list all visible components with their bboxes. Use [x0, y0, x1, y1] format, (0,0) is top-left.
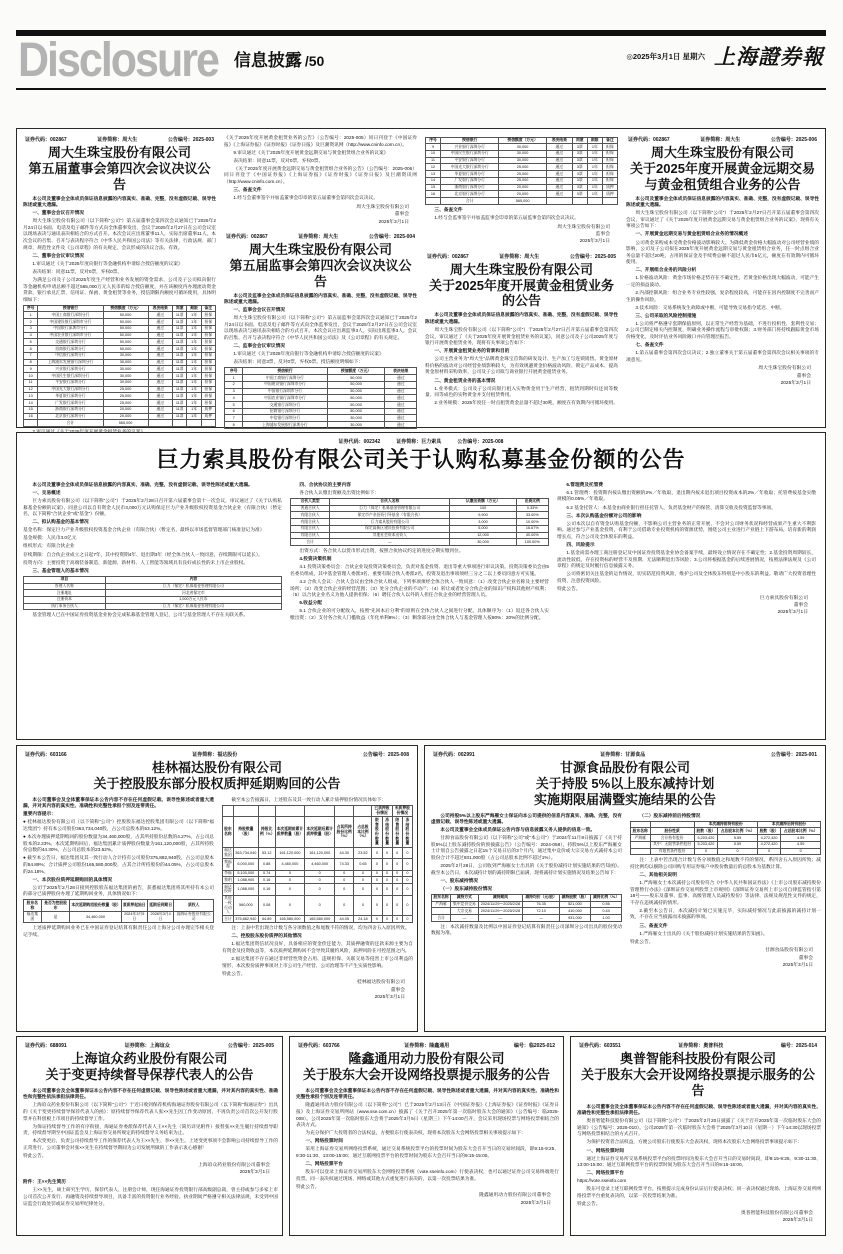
body-paragraph: 为充分保护广大投资者的合法权益，方便股东行使表决权，现将本次股东大会网络投票相关事项提示如下：: [305, 1130, 526, 1136]
body-paragraph: 截至本公告披露日，上述股东及其一致行动人累计质押股份情况具体如下：: [231, 796, 387, 802]
masthead-right: [626, 41, 824, 84]
body-paragraph: 奥普智能科技股份有限公司（以下简称“公司”）于2025年2月20日披露了《关于召开2025年第一次临时股东大会的通知》（公告编号：2025-010）。公司2025年第一次临时股东大会将于2025年3月10日（星期一）下午14:30以现场投票与网络投票相结合的方式召开。: [577, 1118, 821, 1137]
body-paragraph: 本公司及监事会全体成员保证信息披露的内容真实、准确、完整，没有虚假记载、误导性陈述或重大遗漏。: [224, 292, 417, 305]
body-paragraph: 4.2 合伙人会议：合伙人会议由全体合伙人组成，下列事项须经全体合伙人一致同意：（1）改变合伙企业名称及主要经营场所；（2）改变合伙企业的经营范围；（3）处分合伙企业的不动产；（4）转让或者处分合伙企业的知识产权和其他财产权利；（5）以合伙企业名义为他人提供担保；（6）聘任合伙人以外的人担任合伙企业的经营管理人员。: [290, 578, 549, 598]
masthead: [16, 30, 826, 90]
data-table: 项目 内容 管理人名称 巨力（保定）私募基金管理有限公司 注册地址 河北省保定市 注册资本 1,000万元人民币 执行事务合伙人 巨力（保定）私募基金管理有限公司: [23, 576, 282, 611]
body-paragraph: 本公司董事会及全体董事保证本公告内容不存在任何虚假记载、误导性陈述或者重大遗漏，并对其内容的真实性、准确性和完整性承担个别及连带责任。: [296, 1087, 559, 1100]
section-heading: 一、监事会会议召开情况: [233, 307, 285, 313]
spacer: [224, 229, 417, 232]
text-column: [630, 813, 821, 1027]
announcement-code-line: 证券代码：603166 证券简称：福达股份 公告编号：2025-008: [25, 752, 409, 758]
announcement-title: 隆鑫通用动力股份有限公司 关于股东大会开设网络投票提示服务的公告: [302, 1051, 550, 1082]
body-paragraph: 重要内容提示：: [23, 811, 56, 817]
announcement-code-line: 证券代码：603766 证券简称：隆鑫通用 编号：临2025-012: [298, 1043, 555, 1049]
section-heading: 一、董事会会议召开情况: [32, 210, 84, 216]
signature-block: 周大生珠宝股份有限公司 监事会 2025年3月1日: [557, 224, 610, 245]
body-paragraph: 基金名称：保定巨力产业升级股权投资基金合伙企业（有限合伙）（暂定名，最终以市场监督管理部门核准登记为准）: [23, 527, 265, 533]
body-paragraph: 组织形式：有限合伙企业: [23, 543, 75, 549]
announcement-code-line: 证券代码：002867 证券简称：周大生 公告编号：2025-004: [226, 233, 415, 240]
body-paragraph: 采用上海证券交易所网络投票系统，通过交易系统投票平台的投票时间为股东大会召开当日的交易时间段，即9:15-9:25、9:30-11:30、13:00-15:00；通过互联网投票平台的投票时间为股东大会召开当日的9:15-15:00。: [296, 1146, 559, 1158]
data-table: 序号 授信银行 授信额度（万元） 表决结果 同意 期限 备注 1 中国工商银行深圳分行 50,000 通过 11票 1年 担保 2 中国建设银行深圳市分行 50,000 通过 11票 1年 担保 3 中国银行深圳市分行 50,000 通过 11票 1年 担保 4 中国农业银行深圳市分行 50,000 通过 11票 1年 担保 5 交通银行深圳分行 50,000 通过 11票 1年 担保 6 招商银行深圳分行 50,000 通过 11票 1年 担保 7 中信银行深圳分行 30,000 通过 11票 1年 担保 8 上海浦东发展银行深圳分行 30,000 通过 11票 1年 担保 9 兴业银行深圳分行 30,000 通过 11票 1年 担保 10 中国民生银行深圳分行 30,000 通过 11票 1年 担保 11 平安银行深圳分行 30,000 通过 11票 1年 担保 12 中国光大银行深圳分行 25,000 通过 11票 1年 担保 13 华夏银行深圳分行 25,000 通过 11票 1年 担保 14 广发银行深圳分行 25,000 通过 11票 1年 担保 15 浙商银行深圳分行 20,000 通过 11票 1年 质押 16 北京银行深圳分行 20,000 通过 11票 1年 质押 合计 565,000: [23, 305, 216, 427]
signature-block: 巨力索具股份有限公司 董事会 2025年3月1日: [760, 595, 808, 616]
text-column: [23, 1088, 278, 1231]
body-paragraph: ● 本次办理质押延期购回的股份数量为34,460,000股，占其所持股份总数的4.27%，占公司总股本的2.23%。本次延期购回后，福达集团累计质押股份数量为161,120,000股，占其所持股份总数的44.30%，占公司总股本的23.52%。: [23, 834, 214, 853]
body-paragraph: ● 截至本公告日，福达集团及其一致行动人合计持有公司股份375,882,940股，占公司总股本的54.89%；合计质押公司股份165,580,000股，占其合计所持股份的44.05%，占公司总股本的24.18%。: [23, 855, 214, 874]
body-paragraph: 2.截至本公告日，本次减持计划已实施完毕，实际减持情况与此前披露的减持计划一致，不存在应当披露而未披露的事项。: [630, 907, 821, 920]
announcement-code-line: 证券代码：603551 证券简称：奥普科技 编号：2025-014: [579, 1043, 817, 1049]
page-number: /50: [304, 53, 325, 69]
body-paragraph: 1.公司将严格遵守套期保值原则，以正常生产经营为基础，不进行投机性、套利性交易；2.公司已制定相关内控制度，明确业务操作流程与审批权限；3.财务部门将持续跟踪黄金市场价格变化，及时评估业务风险敞口并向管理层报告。: [626, 320, 819, 340]
announcement-title: 周大生珠宝股份有限公司 关于2025年度开展黄金远期交易 与黄金租赁组合业务的公告: [630, 145, 815, 192]
announcement-banner: [23, 1041, 276, 1086]
body-paragraph: 公司持股5%以上股东严海雁女士保证向本公司提供的信息内容真实、准确、完整，没有虚假记载、误导性陈述或重大遗漏。: [431, 812, 622, 825]
section-heading: 一、开展黄金租赁业务的背景和目的: [434, 348, 510, 354]
section-heading: 二、黄金租赁业务的基本情况: [434, 377, 496, 383]
section-heading: 二、拟认购基金的基本情况: [32, 519, 89, 525]
body-paragraph: 本公司董事会及全体董事保证本公告内容不存在任何虚假记载、误导性陈述或者重大遗漏，并对其内容的真实性、准确性和完整性承担个别及连带责任。: [23, 796, 214, 809]
text-column: [23, 797, 214, 1027]
data-table: 序号 授信银行 授信额度（万元） 表决结果 1 中国工商银行深圳分行 50,000 通过 2 中国建设银行深圳市分行 50,000 通过 3 中国银行深圳市分行 50,000 通过 4 中国农业银行深圳市分行 50,000 通过 5 交通银行深圳分行 50,000 通过 6 招商银行深圳分行 50,000 通过 7 中信银行深圳分行 30,000 通过 8 上海浦东发展银行深圳分行 30,000 通过: [224, 367, 417, 429]
signature-block: 周大生珠宝股份有限公司 董事会 2025年3月1日: [356, 204, 409, 225]
announcement-code-line: 证券代码：002991 证券简称：甘源食品 公告编号：2025-001: [433, 752, 817, 758]
announcement-banner: [23, 750, 411, 795]
body-paragraph: 特此公告。: [222, 970, 246, 976]
announcement-box-aopu: [570, 1036, 826, 1236]
announcement-code-line: 证券代码：002867 证券简称：周大生 公告编号：2025-006: [628, 137, 817, 143]
section-heading: 二、网络投票平台: [586, 1170, 624, 1176]
data-table: 股东名称 是否为控股股东 本次延期购回股份数量（股） 原质押起始日 延期后到期日 质权人 福达集团 是 34,460,000 2024年3月5日 2026年3月4日 国海证券股份有限公司: [23, 899, 214, 923]
signature-block: 奥普智能科技股份有限公司董事会 2025年3月1日: [741, 1210, 813, 1224]
announcement-box-yizhong: [16, 1036, 283, 1236]
section-heading: 三、本次认购基金份额对公司的影响: [566, 512, 642, 518]
announcement-banner: [23, 437, 819, 480]
body-paragraph: 周大生珠宝股份有限公司（以下简称“公司”）于2025年2月27日召开第五届董事会第四次会议，审议通过了《关于2025年度开展黄金租赁业务的议案》，同意公司及子公司2025年度与银行开展黄金租赁业务，现将有关事项公告如下：: [425, 327, 618, 346]
body-paragraph: 周大生珠宝股份有限公司（以下简称“公司”）于2025年2月27日召开第五届董事会第四次会议，审议通过了《关于2025年度开展黄金远期交易与黄金租赁组合业务的议案》，现将有关事项公告如下：: [626, 210, 819, 229]
body-paragraph: 基金管理人已在中国证券投资基金业协会完成私募基金管理人登记，公司与基金管理人不存在关联关系。: [32, 612, 249, 618]
announcement-title: 上海谊众药业股份有限公司 关于变更持续督导保荐代表人的公告: [45, 1051, 254, 1082]
text-column: [23, 135, 216, 423]
body-paragraph: 1.基金尚需办理工商注册登记及中国证券投资基金业协会备案手续，最终设立情况存在不确定性；2.基金投资周期较长，流动性较低，存在投资标的经营不及预期、无法顺利退出等风险；3.公司将根据基金的后续进展情况，按照法律法规及《公司章程》的规定及时履行信息披露义务。: [557, 550, 816, 569]
body-paragraph: 为保护投资者合法权益，方便公司股东行使股东大会表决权，现将本次股东大会网络投票事项提示如下：: [586, 1139, 803, 1145]
announcement-code-line: 证券代码：002342 证券简称：巨力索具 公告编号：2025-008: [338, 439, 504, 445]
body-paragraph: 本公司及董事会全体成员保证信息披露的内容真实、准确、完整，没有虚假记载、误导性陈述或重大遗漏。: [626, 195, 819, 208]
column-group: [23, 1088, 276, 1231]
section-heading: 三、备查文件: [434, 206, 463, 212]
section-heading: 一、本次股份质押延期购回的具体情况: [32, 876, 113, 882]
announcement-title: 周大生珠宝股份有限公司 关于2025年度开展黄金租赁业务的公告: [429, 261, 614, 309]
text-column: [557, 482, 816, 735]
body-paragraph: 1.审议通过《关于2025年度向银行等金融机构申请综合授信额度的议案》: [233, 351, 384, 357]
body-paragraph: ● 桂林福达股份有限公司（以下简称“公司”）控股股东福达控股集团有限公司（以下简称“福达集团”）持有本公司股份363,734,040股，占公司总股本的53.12%。: [23, 819, 214, 832]
signature-block: 甘源食品股份有限公司 董事会 2025年3月1日: [765, 948, 813, 969]
body-paragraph: 特此公告。: [630, 938, 654, 944]
text-column: [577, 1104, 821, 1231]
section-heading: 三、基金管理人的基本情况: [32, 567, 89, 573]
text-column: [626, 135, 819, 423]
section-heading: 四、风险提示: [566, 541, 595, 547]
section-heading: 一、交易概述: [32, 489, 61, 495]
body-paragraph: 通过上海证券交易所交易系统投票平台的投票时间为股东大会召开当日的交易时间段，即9:15-9:25、9:30-11:30、13:00-15:00；通过互联网投票平台的投票时间为股东大会召开当日的9:15-15:00。: [577, 1155, 821, 1168]
section-heading: （一）股东减持股份情况: [440, 885, 492, 891]
section-heading: 二、董事会会议审议情况: [32, 252, 84, 258]
announcement-code-line: 证券代码：002867 证券简称：周大生 公告编号：2025-003: [25, 137, 214, 143]
body-paragraph: 注：本次减持数量及比例以中国证券登记结算有限责任公司深圳分公司出具的股份变动数据为准。: [431, 923, 622, 936]
body-paragraph: 公司本次以自有资金认购基金份额，不影响公司主营业务的正常开展，不会对公司财务状况和经营成果产生重大不利影响。通过参与产业基金投资，有利于公司借助专业投资机构的资源优势，围绕公司主业进行产业链上下游布局，培育新的利润增长点，符合公司及全体股东的利益。: [557, 520, 816, 539]
section-heading: 二、控股股东股份质押的其他情况: [231, 933, 302, 939]
section-heading: 二、监事会会议审议情况: [233, 343, 285, 349]
announcement-box-zhoudasheng: [16, 128, 826, 428]
announcement-banner: [296, 1041, 557, 1086]
body-paragraph: 巨力索具股份有限公司（以下简称“公司”）于2025年2月28日召开第六届董事会第十一次会议，审议通过了《关于认购私募基金份额的议案》，同意公司以自有资金人民币3,000万元认购保定巨力产业升级股权投资基金合伙企业（有限合伙）（暂定名，以下简称“合伙企业”或“基金”）份额。: [23, 497, 282, 517]
body-paragraph: 上海谊众药业股份有限公司（以下简称“公司”）于近日收到保荐机构海通证券股份有限公司（以下简称“海通证券”）出具的《关于变更持续督导保荐代表人的函》：原持续督导保荐代表人张××先生因工作变动原因，不再负责公司首次公开发行股票并在科创板上市项目的持续督导工作。: [23, 1102, 278, 1121]
body-paragraph: 表决结果：同意3票，反对0票，弃权0票。授信额度明细如下：: [233, 359, 364, 365]
announcement-title: 周大生珠宝股份有限公司 第五届监事会第四次会议决议公告: [229, 241, 412, 289]
announcement-code-line: 证券代码：002867 证券简称：周大生 公告编号：2025-005: [427, 253, 616, 260]
section-heading: 一、网络投票时间: [305, 1138, 343, 1144]
section-title-cn-text: 信息披露: [233, 51, 302, 70]
body-paragraph: 5.1 合伙企业的可分配收入，按照“先回本后分利”的原则在全体合伙人之间进行分配，具体顺序为：（1）返还各合伙人实缴出资；（2）支付各合伙人门槛收益（年化单利8%）；（3）剩余部分由全体合伙人与基金管理人按80%：20%的比例分配。: [290, 608, 549, 620]
body-paragraph: 上述质押延期购回业务已在中国证券登记结算有限责任公司上海分公司办理完毕相关登记手续。: [23, 925, 214, 937]
body-paragraph: 表决结果：同意11票，反对0票，弃权0票。: [233, 157, 324, 163]
section-heading: 七、备查文件: [635, 342, 664, 348]
body-paragraph: 为满足公司及子公司2025年度生产经营和业务发展的资金需求，公司及子公司拟向银行等金融机构申请总额不超过565,000万元人民币的综合授信额度，并在该额度内办理流动资金贷款、银行承兑汇票、信用证、保函、黄金租赁等业务，授信期限内额度可循环使用，具体明细如下：: [23, 276, 216, 302]
body-paragraph: 特此公告。: [557, 585, 581, 591]
date-line: ◎2025年3月1日 星期六: [626, 51, 705, 61]
body-paragraph: 公司于2025年2月28日接到控股股东福达集团的函告，获悉福达集团将其所持有本公司的部分已质押股份办理了延期购回业务，具体情况如下：: [23, 884, 214, 897]
body-paragraph: 本公司董事会及全体董事保证本公告内容不存在任何虚假记载、误导性陈述或者重大遗漏，并对其内容的真实性、准确性和完整性承担法律责任。: [577, 1103, 821, 1116]
text-column: [222, 797, 413, 1027]
body-paragraph: 隆鑫通用动力股份有限公司（以下简称“公司”）已于2025年2月13日在《中国证券报》《上海证券报》《证券时报》《证券日报》及上海证券交易所网站（www.sse.com.cn）披露了《关于召开2025年第一次临时股东大会的通知》（公告编号：临2025-008）。公司2025年第一次临时股东大会将于2025年3月5日（星期三）下午14:00召开，会议采用现场投票与网络投票相结合的表决方式。: [296, 1102, 559, 1128]
body-paragraph: 9.审议通过《关于2025年度开展黄金远期交易与黄金租赁组合业务的议案》: [233, 149, 389, 155]
body-paragraph: https://vote.sseinfo.com: [577, 1178, 627, 1184]
data-table: 合伙人类型 合伙人名称 认缴出资额（万元） 出资比例 普通合伙人 巨力（保定）私募基金管理有限公司 100 0.33% 有限合伙人 保定市产业投资引导基金（有限合伙） 9,900 33.00% 有限合伙人 巨力索具股份有限公司 3,000 10.00% 有限合伙人 保定高新区建设投资有限公司 5,000 16.67% 有限合伙人 其他社会资本出资人 12,000 40.00% 合计 — 30,000 100.00%: [290, 498, 549, 546]
body-paragraph: 股东可登录上述互联网投票平台，按照提示完成身份认证后行使表决权；同一表决权通过现场、上海证券交易所网络投票平台重复表决的，以第一次投票结果为准。: [577, 1186, 821, 1199]
announcement-code-line: 证券代码：688091 证券简称：上海谊众 公告编号：2025-005: [25, 1043, 274, 1049]
section-heading: 一、股东减持情况: [440, 877, 478, 883]
body-paragraph: 2.内部控制风险：组合业务专业性较强，复杂程度较高，可能存在因内控制度不完善而产生的操作风险。: [626, 290, 819, 302]
body-paragraph: 3.技术风险：交易系统发生故障或中断，可能导致交易指令延迟、中断。: [635, 304, 785, 310]
masthead-row: [16, 36, 826, 88]
body-paragraph: 1.严海雁女士本次减持公司股份符合《中华人民共和国证券法》《上市公司股东减持股份管理暂行办法》《深圳证券交易所股票上市规则》《深圳证券交易所上市公司自律监管指引第18号——股东及董事、监事、高级管理人员减持股份》等法律、法规及规范性文件的规定，不存在违规减持的情形。: [630, 880, 821, 905]
announcement-box-longxin: [289, 1036, 564, 1236]
body-paragraph: 1.业务模式：公司及子公司向银行租入实物黄金用于生产经营，租赁到期时归还同等数量、同等成色的实物黄金并支付租赁费用。: [425, 385, 618, 398]
body-paragraph: 周大生珠宝股份有限公司（以下简称“公司”）第五届董事会第四次会议通知已于2025年2月24日以书面、电话及电子邮件等方式向全体董事发出，会议于2025年2月27日在公司会议室以现场表决与通讯表决相结合的方式召开。本次会议应出席董事11人，实际出席董事11人。本次会议的召集、召开与表决程序符合《中华人民共和国公司法》等有关法律、行政法规、部门规章、规范性文件及《公司章程》的有关规定，会议形成的决议合法、有效。: [23, 218, 216, 250]
announcement-banner: [577, 1041, 819, 1102]
body-paragraph: 2.福达集团不存在通过非经营性资金占用、违规担保、关联交易等侵害上市公司利益的情形，本次股份质押事项对上市公司生产经营、公司治理等不产生实质性影响。: [222, 956, 413, 968]
body-paragraph: 2.业务规模：2025年度任一时点租赁黄金总量不超过30吨，额度在有效期内可循环使用。: [434, 400, 619, 406]
body-paragraph: 注：上表中若出现合计数与各分项数值之和尾数不符的情况，均为四舍五入原因所致。: [231, 925, 410, 931]
section-heading: 二、开展组合业务的风险分析: [635, 267, 697, 273]
body-paragraph: 注：上表中若出现合计数与各分项数值之和尾数不符的情况，系四舍五入原因所致；减持比例均以剔除公司回购专用证券账户中股份数量后的总股本为基数计算。: [630, 857, 821, 869]
text-column: [224, 135, 417, 427]
body-paragraph: 表决结果：同意11票，反对0票，弃权0票。: [32, 268, 123, 274]
body-paragraph: 本公司及董事会全体成员保证公告内容与信息披露义务人提供的信息一致。: [440, 827, 596, 833]
body-paragraph: 特此公告。: [23, 1152, 47, 1158]
text-column: [431, 813, 622, 1027]
section-heading: 三、备查文件: [233, 187, 262, 193]
body-paragraph: 股东可以登录上海证券交易所股东大会网络投票系统（vote.sseinfo.com）行使表决权，也可以通过证券公司交易终端进行投票。同一表决权通过现场、网络或其他方式重复进行表决的，以第一次投票结果为准。: [296, 1169, 559, 1181]
body-paragraph: 基金规模：人民币3.0亿元: [23, 535, 77, 541]
text-column: [425, 135, 618, 423]
announcement-title: 桂林福达股份有限公司 关于控股股东部分股权质押延期购回的公告: [93, 760, 341, 791]
header-rule: [16, 88, 826, 90]
column-group: [23, 482, 819, 735]
body-paragraph: 本次变更后，负责公司持续督导工作的保荐代表人为王××先生、李××先生。上述变更事项不会影响公司持续督导工作的正常进行。公司董事会对张××先生在持续督导期间为公司发展所做的工作表示衷心感谢！: [23, 1138, 278, 1150]
announcement-box-juli: [16, 432, 826, 740]
spacer: [425, 249, 618, 252]
paper-name: 上海證券報: [714, 45, 824, 69]
column-group: [23, 135, 819, 427]
section-heading: 二、其他相关说明: [639, 871, 677, 877]
signature-block: 隆鑫通用动力股份有限公司董事会 2025年3月1日: [479, 1193, 551, 1206]
body-paragraph: 1.审议通过《关于2025年度向银行等金融机构申请综合授信额度的议案》: [32, 260, 183, 266]
body-paragraph: 公司黄金采购成本受黄金价格波动影响较大。为降低黄金价格大幅波动对公司经营业绩的影响，公司及子公司拟在2025年度开展黄金远期交易与黄金租赁组合业务，任一时点组合业务总量不超过20吨，占用的保证金及手续费总额不超过人民币5亿元，额度在有效期内可循环使用。: [626, 239, 819, 265]
body-paragraph: 存续期限：自合伙企业成立之日起7年，其中投资期4年、退出期3年（经全体合伙人一致同意，存续期限可以延长）。: [23, 551, 263, 557]
body-paragraph: 王××先生，硕士研究生学历，保荐代表人、注册会计师，现任海通证券投资银行部高级副总裁，曾主持或参与多家上市公司首次公开发行、再融资及持续督导项目，具备丰富的投资银行业务经验。执业期间严格遵守相关法律法规，未受到中国证监会行政处罚或证券交易所纪律处分。: [23, 1187, 278, 1206]
body-paragraph: 1.福达集团资信状况良好，具备相应的资金偿还能力，其质押融资的还款来源主要为自有资金及投资收益等，本次质押延期购回不会导致其履约风险，质押风险在可控范围之内。: [222, 941, 413, 953]
body-paragraph: 4.1 投资决策委员会：合伙企业设投资决策委员会，负责对基金投资、退出等重大事项进行审议决策。投资决策委员会由5名委员组成，其中基金管理人委派3名、重要有限合伙人委派2名，投资及退出事项须经三分之二以上委员同意方可实施。: [290, 564, 549, 576]
section-heading: 4.投资决策机制: [299, 556, 332, 562]
body-paragraph: 周大生珠宝股份有限公司（以下简称“公司”）第五届监事会第四次会议通知已于2025年2月24日以书面、电话及电子邮件等方式向全体监事发出，会议于2025年2月27日在公司会议室以现场表决与通讯表决相结合的方式召开。本次会议应出席监事3人，实际出席监事3人。会议的召集、召开与表决程序符合《中华人民共和国公司法》及《公司章程》的有关规定。: [224, 315, 417, 341]
section-heading: 一、开展黄金远期交易与黄金租赁组合业务的情况概述: [635, 231, 748, 237]
body-paragraph: 1.经与会董事签字并加盖董事会印章的第五届董事会第四次会议决议。: [233, 195, 378, 201]
body-paragraph: 6.1 管理费：投资期内按认缴出资额的2%／年收取，退出期内按未退出项目投资成本的2%／年收取；托管费按基金实缴规模的0.05%／年收取。: [557, 489, 816, 502]
signature-block: 上海谊众药业股份有限公司董事会 2025年3月1日: [198, 1162, 270, 1175]
section-title-en: Disclosure: [18, 34, 218, 88]
announcement-box-ganyuan: [424, 745, 826, 1032]
column-group: [23, 797, 411, 1027]
data-table: 本次减持前持有股份 本次减持后持有股份 股东名称 股份性质 股数（股） 占总股本比例（%） 股数（股） 占总股本比例（%） 严海雁 合计持有股份 5,203,420 5.59 4,272,420 4.59 其中：无限售条件股份 5,203,420 5.59 4,272,420 4.59 有限售条件股份 0 0 0 0: [630, 821, 821, 856]
text-column: [290, 482, 549, 735]
announcement-title: 周大生珠宝股份有限公司 第五届董事会第四次会议决议公告: [28, 145, 211, 192]
section-heading: 三、公司采取的风险控制措施: [635, 312, 697, 318]
section-heading: 二、网络投票平台: [305, 1161, 343, 1166]
body-paragraph: 出资方式：各合伙人以货币形式出资，按照合伙协议约定的进度分期实缴到位。: [299, 548, 464, 554]
body-paragraph: 1.经与会监事签字并加盖监事会印章的第五届监事会第四次会议决议。: [434, 214, 579, 220]
body-paragraph: 本公司董事会及全体董事保证本公告内容不存在任何虚假记载、误导性陈述或者重大遗漏，并对其内容的真实性、准确性和完整性依法承担法律责任。: [23, 1087, 278, 1100]
body-paragraph: 公司主营业务为“周大生”品牌黄金珠宝首饰的研发设计、生产加工与连锁销售。黄金原材料价格的波动对公司经营业绩影响较大，为有效规避黄金价格波动风险、锁定产品成本、提高黄金原材料采购效率，公司及子公司拟与商业银行开展黄金租赁业务。: [425, 356, 618, 375]
body-paragraph: 本公司及董事会全体成员保证信息披露的内容真实、准确、完整，没有虚假记载、误导性陈述或重大遗漏。: [425, 312, 618, 324]
body-paragraph: 各合伙人认缴出资额及出资比例如下：: [299, 489, 380, 495]
body-paragraph: 1.价格波动风险：黄金市场价格走势存在不确定性，若黄金价格出现大幅波动，可能产生一定的损益波动。: [626, 275, 819, 288]
announcement-title: 奥普智能科技股份有限公司 关于股东大会开设网络投票提示服务的公告: [580, 1051, 815, 1098]
announcement-box-fuda: [16, 745, 418, 1032]
body-paragraph: 本公司及董事会全体成员保证信息披露的内容真实、准确、完整，没有虚假记载、误导性陈述或重大遗漏。: [32, 481, 253, 487]
body-paragraph: 本公司及董事会全体成员保证信息披露的内容真实、准确、完整，没有虚假记载、误导性陈述或重大遗漏。: [23, 195, 216, 208]
body-paragraph: 《关于2025年度开展黄金租赁业务的公告》（公告编号：2025-005）同日刊登于《中国证券报》《上海证券报》《证券时报》《证券日报》及巨潮资讯网（http://www.cninfo.com.cn）。: [224, 135, 417, 147]
data-table: 已质押股份情况 未质押股份情况 股东名称 持股数量（股） 持股比例（%） 本次延期前累计质押数量（股） 本次延期后累计质押数量（股） 占其所持股份比例（%） 占总股本比例（%） 限售股份数量 冻结股份数量 限售股份数量 冻结股份数量 福达集团 363,734,040 53.12 161,120,000 161,120,000 44.30 23.52 0 0 0 0 黎福超 6,000,000 0.88 4,460,000 4,460,000 74.33 0.65 0 0 0 0 李福 5,100,000 0.74 0 0 0 0 0 0 0 0 黎明 1,088,900 0.16 0 0 0 0 0 0 0 0 福达投资 1,088,000 0.16 0 0 0 0 0 0 0 0 其他一致行动人 560,000 0.08 0 0 0 0 0 0 0 0 合计 375,882,940 54.89 165,580,000 165,580,000 44.05 24.18 0 0 0 0: [222, 805, 413, 923]
body-paragraph: 甘源食品股份有限公司（以下简称“公司”或“本公司”）于2024年11月8日披露了《关于持股5%以上股东减持股份的预披露公告》（公告编号：2024-058），持股5%以上股东严海雁女士计划自公告披露之日起15个交易日后的3个月内，通过集中竞价或大宗交易方式减持本公司股份合计不超过931,000股（占公司总股本比例不超过1%）。: [431, 835, 622, 861]
section-heading: 5.收益分配: [299, 600, 323, 606]
section-heading: 三、备查文件: [639, 922, 668, 928]
body-paragraph: 1.严海雁女士出具的《关于股份减持计划实施结果的告知函》。: [639, 930, 768, 936]
section-heading: 一、网络投票时间: [586, 1147, 624, 1153]
body-paragraph: 6.2 基金托管人：本基金由商业银行担任托管人，负责基金财产的保管、清算交收及投资监督等事项。: [566, 504, 776, 510]
section-heading: 6.管理费及托管费: [566, 481, 604, 487]
signature-block: 桂林福达股份有限公司 董事会 2025年3月1日: [357, 980, 405, 1001]
body-paragraph: 2025年2月28日，公司收到严海雁女士出具的《关于股份减持计划实施结果的告知函》。截至本公告日，本次减持计划的减持期限已届满，现将减持计划实施情况及结果公告如下：: [431, 863, 622, 875]
announcement-banner: [431, 750, 819, 811]
body-paragraph: 为保证持续督导工作的有序衔接，海通证券委派保荐代表人王××先生（简历详见附件）接替张××先生履行持续督导职责，持续督导期至中国证监会及上海证券交易所规定的持续督导义务结束为止。: [23, 1123, 278, 1136]
section-title-cn: [234, 46, 324, 84]
body-paragraph: 1.第五届董事会第四次会议决议；2.独立董事关于第五届董事会第四次会议相关事项的专项意见。: [626, 350, 819, 362]
text-column: [23, 482, 282, 735]
body-paragraph: 附件：王××先生简历: [23, 1179, 66, 1185]
column-group: [296, 1088, 557, 1231]
body-paragraph: 特此公告。: [296, 1183, 320, 1189]
data-table: 股东名称 减持方式 减持期间 减持均价（元/股） 减持股数（股） 减持比例（%） 严海雁 集中竞价交易 2024/11/29～2025/2/28 76.35 521,000 0.56 大宗交易 2024/11/29～2025/2/28 72.10 410,000 0.44 合计 — — — 931,000 1.00: [431, 894, 622, 922]
text-column: [296, 1088, 559, 1231]
data-table: 序号 授信银行 授信额度（万元） 表决结果 同意 期限 备注 9 兴业银行深圳分行 30,000 通过 3票 1年 担保 10 中国民生银行深圳分行 30,000 通过 3票 1年 担保 11 平安银行深圳分行 30,000 通过 3票 1年 担保 12 中国光大银行深圳分行 25,000 通过 3票 1年 担保 13 华夏银行深圳分行 25,000 通过 3票 1年 担保 14 广发银行深圳分行 25,000 通过 3票 1年 担保 15 浙商银行深圳分行 20,000 通过 3票 1年 质押 16 北京银行深圳分行 20,000 通过 3票 1年 质押 合计 565,000: [425, 137, 618, 205]
signature-block: 周大生珠宝股份有限公司 董事会 2025年3月1日: [758, 366, 811, 387]
section-heading: 四、合伙协议的主要内容: [299, 481, 351, 487]
column-group: [431, 813, 819, 1027]
section-heading: （二）股东减持前后持股情况: [639, 812, 701, 818]
announcement-title: 甘源食品股份有限公司 关于持股 5%以上股东减持计划 实施期限届满暨实施结果的公告: [533, 760, 716, 807]
body-paragraph: 投资方向：主要投资于高端装备制造、新能源、新材料、人工智能等领域具有良好成长性的未上市企业股权。: [23, 559, 249, 565]
announcement-title: 巨力索具股份有限公司关于认购私募基金份额的公告: [156, 447, 686, 472]
body-paragraph: 特此公告。: [577, 1201, 601, 1207]
column-group: [577, 1104, 819, 1231]
body-paragraph: 公司将密切关注基金的运作情况，切实防范投资风险，维护公司及全体股东特别是中小股东的利益。敬请广大投资者理性投资，注意投资风险。: [557, 571, 816, 583]
body-paragraph: 《关于2025年度开展黄金远期交易与黄金租赁组合业务的公告》（公告编号：2025-006）同日刊登于《中国证券报》《上海证券报》《证券时报》《证券日报》及巨潮资讯网（http://www.cninfo.com.cn）。: [224, 165, 417, 184]
